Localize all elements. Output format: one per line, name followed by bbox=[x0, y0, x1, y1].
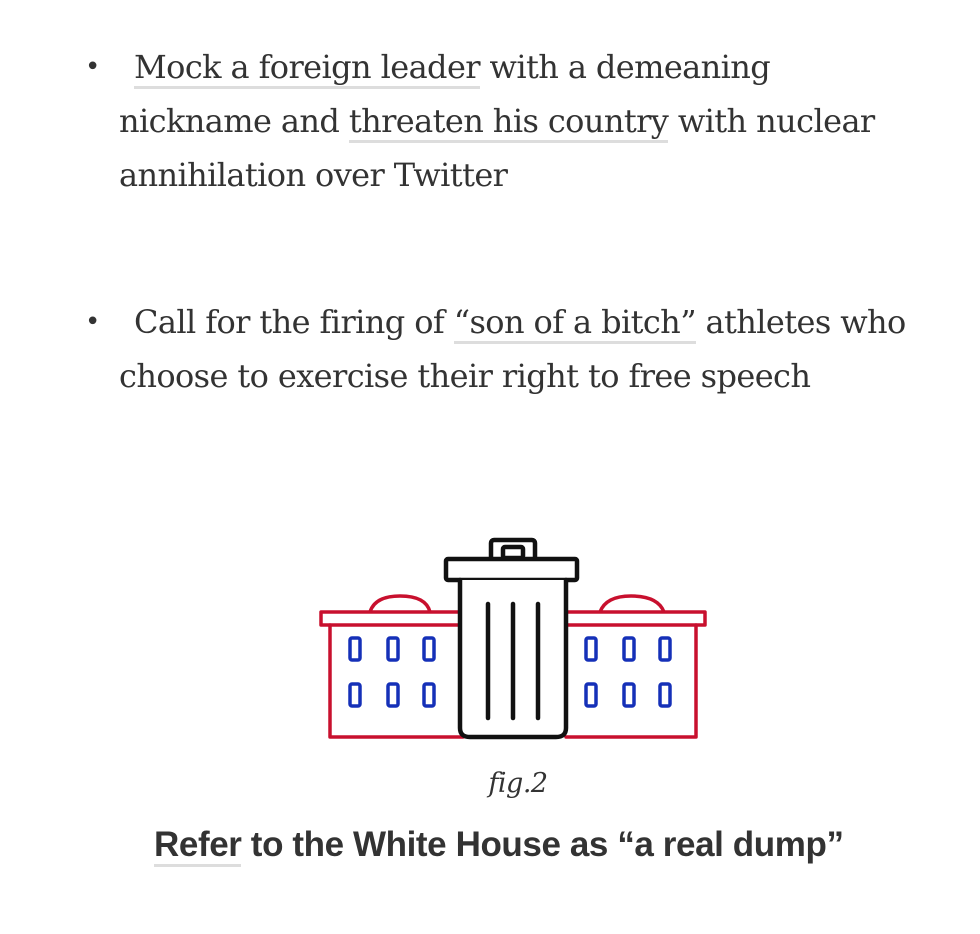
link-threaten-country[interactable]: threaten his country bbox=[349, 102, 668, 143]
trash-can-icon bbox=[446, 540, 577, 737]
bullet-text: with nuclear annihilation over Twitter bbox=[119, 102, 875, 194]
bullet-dot: • bbox=[85, 307, 100, 337]
link-son-of-a-bitch[interactable]: “son of a bitch” bbox=[454, 303, 696, 344]
figure-caption: fig.2 bbox=[488, 768, 548, 799]
bullet-item-mock-leader bbox=[85, 40, 919, 202]
link-mock-foreign-leader[interactable]: Mock a foreign leader bbox=[134, 48, 480, 89]
link-refer[interactable]: Refer bbox=[154, 825, 241, 867]
bullet-text: Call for the firing of bbox=[134, 303, 454, 341]
bullet-dot: • bbox=[85, 52, 100, 82]
bullet-item-athletes bbox=[85, 295, 919, 403]
white-house-trash-can-illustration bbox=[318, 534, 710, 744]
section-headline bbox=[154, 825, 844, 865]
bullet-text: athletes who choose to exercise their right to free speech bbox=[119, 303, 906, 395]
bullet-text: with a demeaning nickname and bbox=[119, 48, 771, 140]
headline-text: to the White House as “a real dump” bbox=[241, 825, 844, 864]
